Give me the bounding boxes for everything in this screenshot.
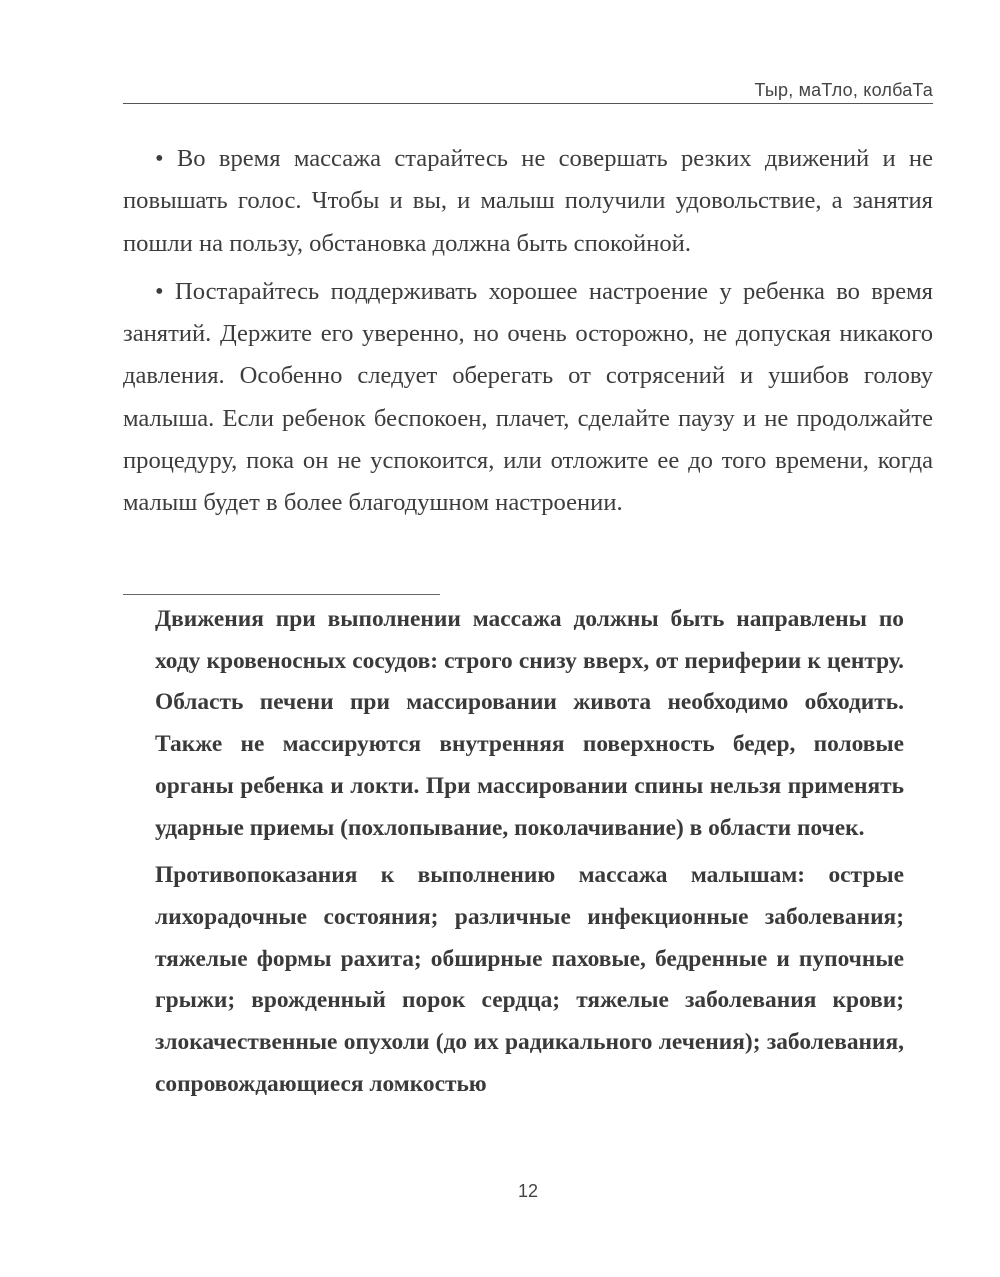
body-paragraph-2: • Постарайтесь поддерживать хорошее настроение у ребенка во время занятий. Держите его уверенно, но очень осторожно, не допуская никакого давления. Особенно следует оберегать от сотрясений и ушибов голову малыша. Если ребенок беспокоен, плачет, сделайте паузу и не продолжайте процедуру, пока он не успокоится, или отложите ее до того времени, когда малыш будет в более благодушном настроении. xyxy=(123,277,933,517)
running-title: Тыр, маТло, колбаТа xyxy=(754,80,933,100)
note-paragraph-2: Противопоказания к выполнению массажа малышам: острые лихорадочные состояния; различные инфекционные заболевания; тяжелые формы рахита; обширные паховые, бедренные и пупочные грыжи; врожденный порок сердца; тяжелые заболевания крови; злокачественные опухоли (до их радикального лечения); заболевания, сопровождающиеся ломкостью xyxy=(155,862,904,1097)
page-number: 12 xyxy=(517,1181,539,1201)
note-block xyxy=(155,599,904,1105)
body-paragraph-1: • Во время массажа старайтесь не совершать резких движений и не повышать голос. Чтобы и вы, и малыш получили удовольствие, а занятия пошли на пользу, обстановка должна быть спокойной. xyxy=(123,145,933,257)
header-divider xyxy=(123,103,933,104)
main-text xyxy=(123,138,933,525)
note-paragraph-1: Движения при выполнении массажа должны быть направлены по ходу кровеносных сосудов: строго снизу вверх, от периферии к центру. Область печени при массировании живота необходимо обходить. Также не массируются внутренняя поверхность бедер, половые органы ребенка и локти. При массировании спины нельзя применять ударные приемы (похлопывание, поколачивание) в области почек. xyxy=(155,606,904,841)
note-divider xyxy=(123,594,440,595)
